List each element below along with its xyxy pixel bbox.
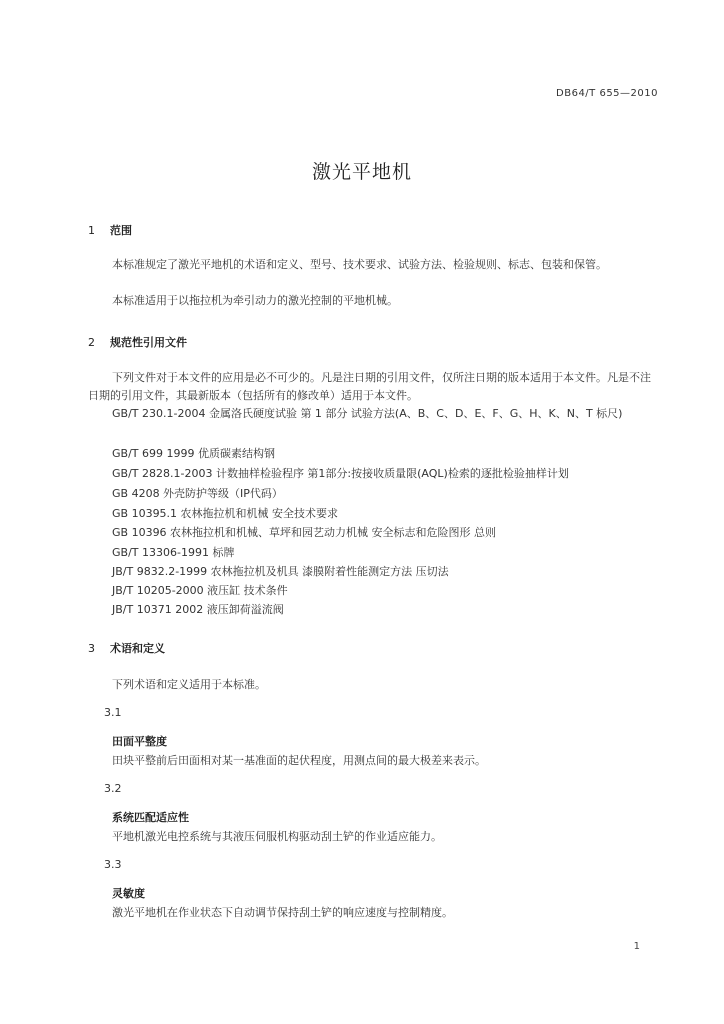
section-number: 1 (88, 224, 95, 237)
term-number: 3.1 (104, 706, 122, 719)
term-definition: 平地机激光电控系统与其液压伺服机构驱动刮土铲的作业适应能力。 (112, 830, 442, 843)
term-name: 灵敏度 (112, 887, 145, 900)
reference-item: GB 4208 外壳防护等级（IP代码） (112, 487, 283, 500)
document-title: 激光平地机 (311, 161, 412, 183)
section-number: 2 (88, 336, 95, 349)
reference-item: GB 10395.1 农林拖拉机和机械 安全技术要求 (112, 507, 339, 520)
paragraph: 下列术语和定义适用于本标准。 (112, 678, 266, 691)
section-number: 3 (88, 642, 95, 655)
section-title: 术语和定义 (110, 642, 165, 655)
reference-item: GB 10396 农林拖拉机和机械、草坪和园艺动力机械 安全标志和危险图形 总则 (112, 526, 497, 539)
section-1-heading (88, 222, 132, 238)
term-number: 3.2 (104, 782, 122, 795)
section-title: 范围 (110, 224, 132, 237)
term-number: 3.3 (104, 858, 122, 871)
reference-item: GB/T 13306-1991 标牌 (112, 546, 235, 559)
term-definition: 激光平地机在作业状态下自动调节保持刮土铲的响应速度与控制精度。 (112, 906, 453, 919)
term-definition: 田块平整前后田面相对某一基准面的起伏程度，用测点间的最大极差来表示。 (112, 754, 486, 767)
page-number: 1 (633, 941, 640, 952)
reference-item: GB/T 230.1-2004 金属洛氏硬度试验 第 1 部分 试验方法(A、B、C、D、E、F、G、H、K、N、T 标尺) (112, 407, 623, 420)
reference-item: JB/T 9832.2-1999 农林拖拉机及机具 漆膜附着性能测定方法 压切法 (112, 565, 449, 578)
reference-item: JB/T 10371 2002 液压卸荷溢流阀 (112, 603, 284, 616)
section-3-heading (88, 640, 165, 656)
reference-item: JB/T 10205-2000 液压缸 技术条件 (112, 584, 288, 597)
term-name: 系统匹配适应性 (112, 811, 189, 824)
reference-item: GB/T 699 1999 优质碳素结构钢 (112, 447, 275, 460)
standard-number: DB64/T 655—2010 (556, 88, 658, 99)
section-title: 规范性引用文件 (110, 336, 187, 349)
section-2-heading (88, 334, 187, 350)
reference-item: GB/T 2828.1-2003 计数抽样检验程序 第1部分:按接收质量限(AQL)检索的逐批检验抽样计划 (112, 467, 569, 480)
term-name: 田面平整度 (112, 735, 167, 748)
paragraph: 下列文件对于本文件的应用是必不可少的。凡是注日期的引用文件，仅所注日期的版本适用于本文件。凡是不注日期的引用文件，其最新版本（包括所有的修改单）适用于本文件。 (88, 371, 651, 402)
paragraph: 本标准适用于以拖拉机为牵引动力的激光控制的平地机械。 (112, 294, 398, 307)
paragraph: 本标准规定了激光平地机的术语和定义、型号、技术要求、试验方法、检验规则、标志、包装和保管。 (112, 258, 607, 271)
